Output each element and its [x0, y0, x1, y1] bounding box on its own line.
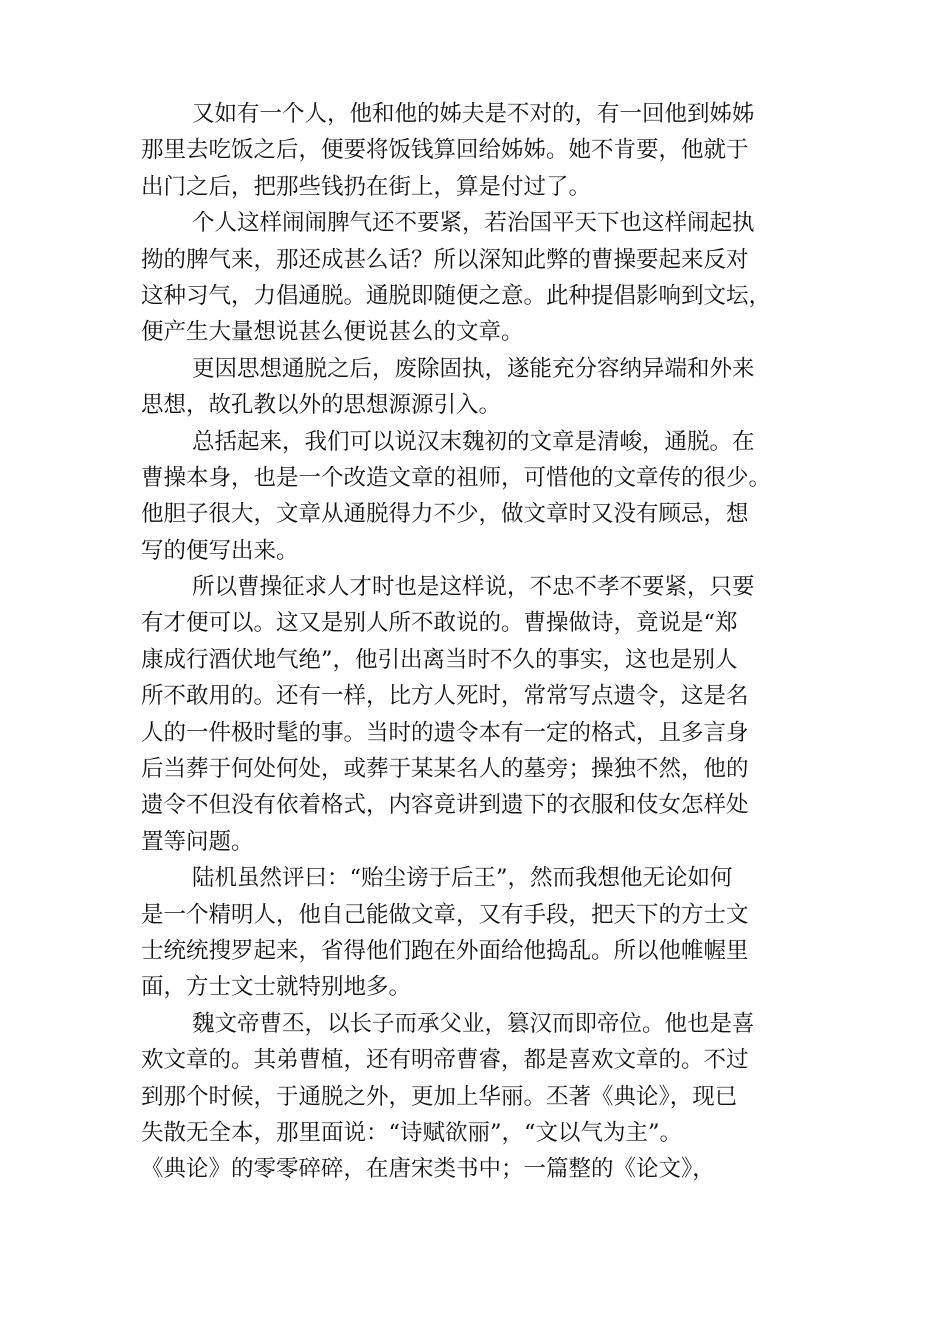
paragraph: [141, 351, 821, 424]
text-line: 总括起来，我们可以说汉末魏初的文章是清峻，通脱。在: [192, 428, 755, 455]
text-line: 《典论》的零零碎碎，在唐宋类书中；一篇整的《论文》，: [141, 1156, 715, 1183]
text-line: 个人这样闹闹脾气还不要紧，若治国平天下也这样闹起执: [192, 210, 755, 237]
paragraph: [141, 1006, 821, 1188]
text-line: 所以曹操征求人才时也是这样说，不忠不孝不要紧，只要: [192, 574, 755, 601]
paragraph: [141, 205, 821, 351]
text-line: 士统统搜罗起来，省得他们跑在外面给他捣乱。所以他帷幄里: [141, 937, 749, 964]
text-line: 是一个精明人，他自己能做文章，又有手段，把天下的方士文: [141, 901, 749, 928]
text-line: 人的一件极时髦的事。当时的遗令本有一定的格式，且多言身: [141, 719, 749, 746]
text-line: 面，方士文士就特别地多。: [141, 974, 412, 1001]
paragraph: [141, 424, 821, 570]
text-line: 思想，故孔教以外的思想源源引入。: [141, 392, 502, 419]
text-line: 这种习气，力倡通脱。通脱即随便之意。此种提倡影响到文坛，: [141, 282, 772, 309]
text-line: 欢文章的。其弟曹植，还有明帝曹睿，都是喜欢文章的。不过: [141, 1047, 749, 1074]
text-line: 有才便可以。这又是别人所不敢说的。曹操做诗，竟说是“郑: [141, 610, 738, 637]
text-line: 那里去吃饭之后，便要将饭钱算回给姊姊。她不肯要，他就于: [141, 137, 749, 164]
text-line: 康成行酒伏地气绝”，他引出离当时不久的事实，这也是别人: [141, 646, 738, 673]
text-line: 出门之后，把那些钱扔在街上，算是付过了。: [141, 173, 592, 200]
paragraph: [141, 860, 821, 1006]
text-line: 所不敢用的。还有一样，比方人死时，常常写点遗令，这是名: [141, 683, 749, 710]
text-line: 失散无全本，那里面说：“诗赋欲丽”，“文以气为主”。: [141, 1119, 683, 1146]
text-line: 曹操本身，也是一个改造文章的祖师，可惜他的文章传的很少。: [141, 464, 772, 491]
text-line: 他胆子很大，文章从通脱得力不少，做文章时又没有顾忌，想: [141, 501, 749, 528]
text-line: 魏文帝曹丕，以长子而承父业，篡汉而即帝位。他也是喜: [192, 1010, 755, 1037]
paragraph: [141, 96, 821, 205]
text-line: 写的便写出来。: [141, 537, 299, 564]
text-line: 更因思想通脱之后，废除固执，遂能充分容纳异端和外来: [192, 355, 755, 382]
text-line: 遗令不但没有依着格式，内容竟讲到遗下的衣服和伎女怎样处: [141, 792, 749, 819]
text-line: 便产生大量想说甚么便说甚么的文章。: [141, 319, 524, 346]
text-line: 到那个时候，于通脱之外，更加上华丽。丕著《典论》，现已: [141, 1083, 738, 1110]
text-line: 置等问题。: [141, 828, 254, 855]
text-line: 陆机虽然评曰：“贻尘谤于后王”，然而我想他无论如何: [192, 865, 733, 892]
paragraph: [141, 569, 821, 860]
text-line: 拗的脾气来，那还成甚么话？所以深知此弊的曹操要起来反对: [141, 246, 749, 273]
text-line: 又如有一个人，他和他的姊夫是不对的，有一回他到姊姊: [192, 101, 755, 127]
body-text: [141, 96, 821, 1188]
text-line: 后当葬于何处何处，或葬于某某名人的墓旁；操独不然，他的: [141, 756, 749, 783]
